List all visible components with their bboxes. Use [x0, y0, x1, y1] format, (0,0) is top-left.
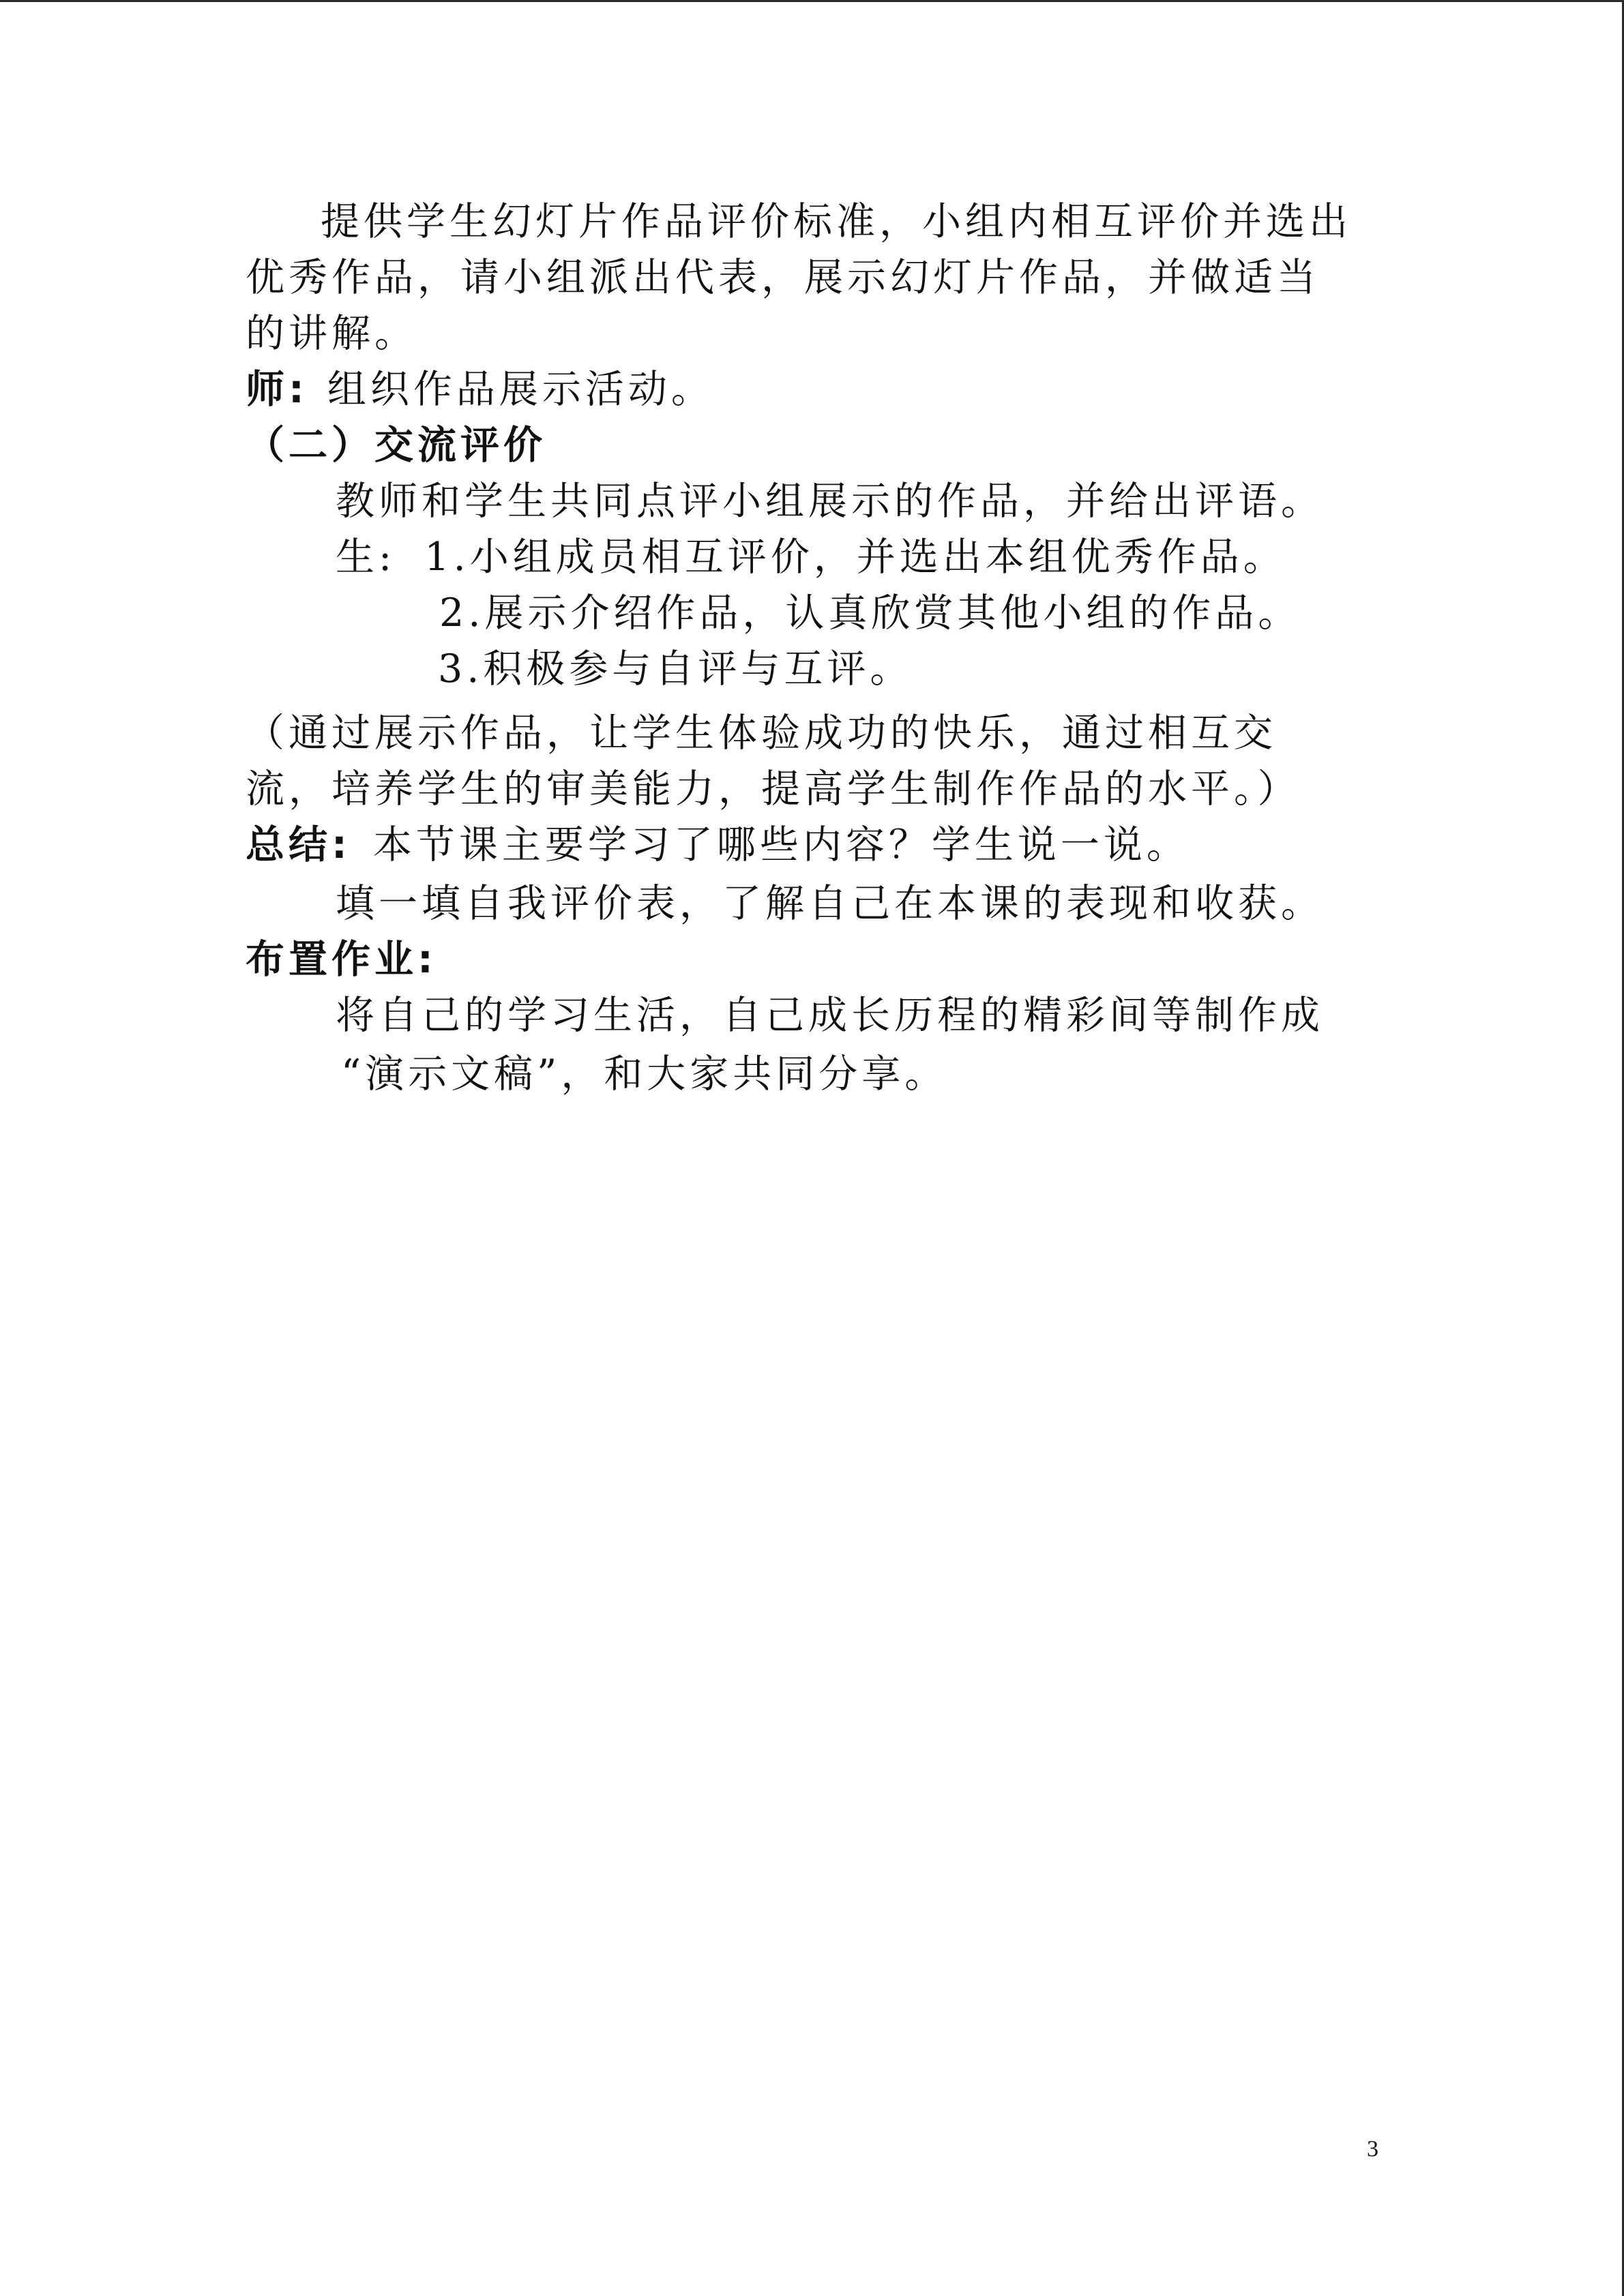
- summary-label: 总结:: [246, 822, 351, 867]
- summary-line: [246, 821, 1190, 869]
- homework-heading: 布置作业:: [246, 937, 437, 982]
- note-line-2: 流，培养学生的审美能力，提高学生制作作品的水平。）: [246, 766, 1301, 811]
- summary-text: 本节课主要学习了哪些内容？学生说一说。: [372, 822, 1190, 867]
- summary-line-2: 填一填自我评价表，了解自己在本课的表现和收获。: [336, 881, 1324, 926]
- paragraph-2: 教师和学生共同点评小组展示的作品，并给出评语。: [336, 479, 1324, 524]
- note-line-1: （通过展示作品，让学生体验成功的快乐，通过相互交: [246, 711, 1277, 756]
- teacher-label: 师:: [246, 367, 308, 412]
- page-border-top: [0, 0, 1624, 2]
- paragraph-1-line-2: 优秀作品，请小组派出代表，展示幻灯片作品，并做适当: [246, 255, 1320, 300]
- homework-line-2: “演示文稿”，和大家共同分享。: [341, 1052, 948, 1097]
- teacher-line: [246, 366, 714, 413]
- student-item-2: 2.展示介绍作品，认真欣赏其他小组的作品。: [439, 591, 1301, 636]
- student-line-1: [336, 533, 1286, 581]
- page-number: 3: [1367, 2136, 1378, 2162]
- homework-line-1: 将自己的学习生活，自己成长历程的精彩间等制作成: [336, 993, 1324, 1038]
- student-item-1: 1.小组成员相互评价，并选出本组优秀作品。: [424, 535, 1286, 580]
- teacher-text: 组织作品展示活动。: [327, 367, 714, 412]
- section-heading: （二）交流评价: [246, 423, 546, 468]
- paragraph-1-line-1: 提供学生幻灯片作品评价标准，小组内相互评价并选出: [321, 199, 1352, 244]
- paragraph-1-line-3: 的讲解。: [246, 311, 417, 356]
- student-item-3: 3.积极参与自评与互评。: [438, 646, 913, 691]
- student-label: 生:: [336, 535, 396, 580]
